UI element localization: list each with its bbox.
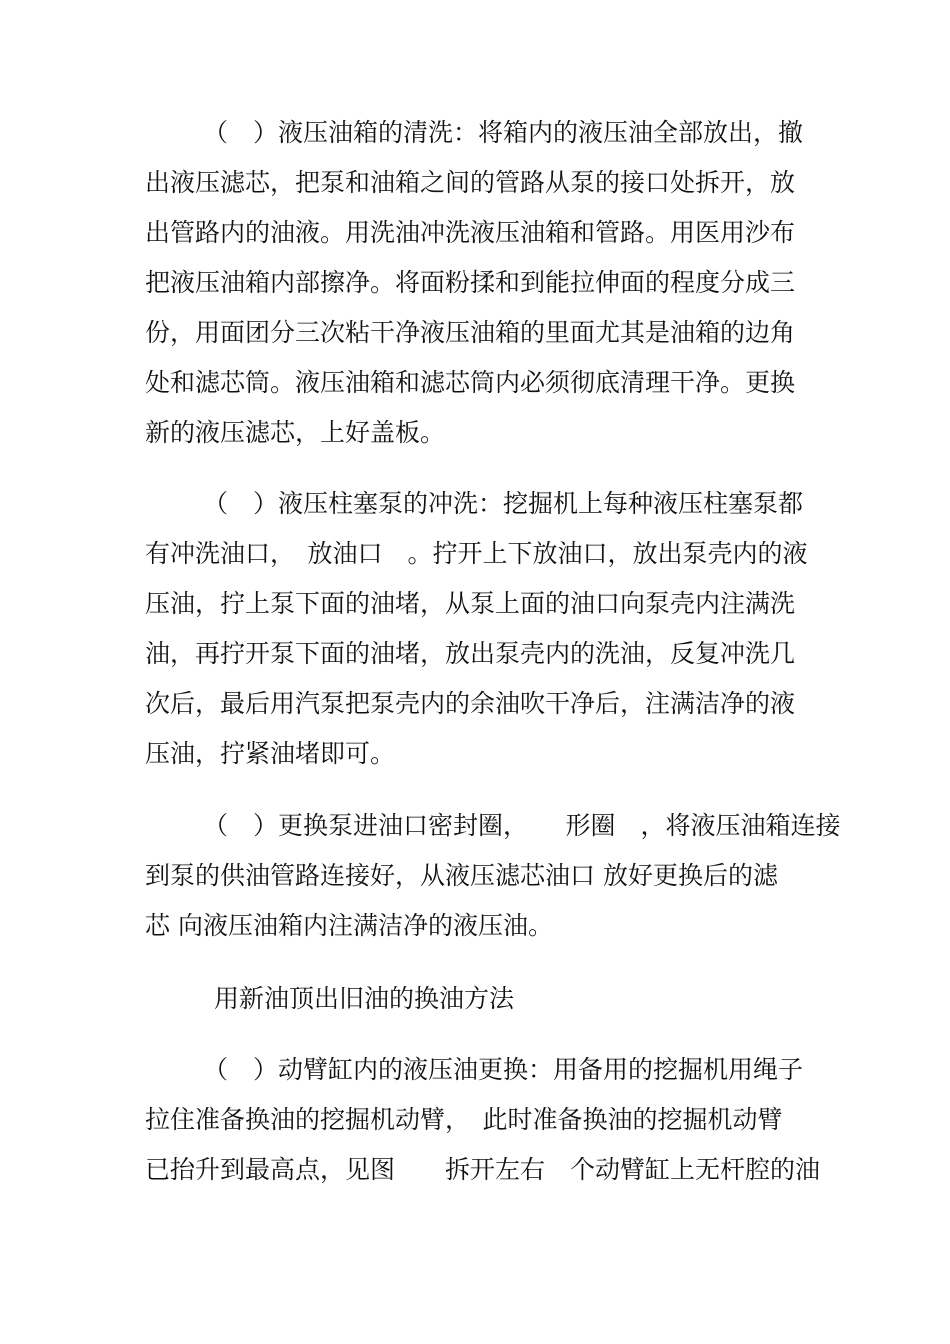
text-line: 新的液压滤芯，上好盖板。	[145, 418, 446, 447]
text-line: 芯 向液压油箱内注满洁净的液压油。	[145, 911, 553, 940]
heading-text: 用新油顶出旧油的换油方法	[214, 984, 515, 1013]
text-line: （ ）液压油箱的清洗：将箱内的液压油全部放出，撤	[203, 118, 804, 147]
text-line: （ ）更换泵进油口密封圈， 形圈 ，将液压油箱连接	[203, 811, 841, 840]
text-line: （ ）液压柱塞泵的冲洗：挖掘机上每种液压柱塞泵都	[203, 489, 804, 518]
text-line: 压油，拧上泵下面的油堵，从泵上面的油口向泵壳内注满洗	[145, 589, 796, 618]
text-line: 压油，拧紧油堵即可。	[145, 739, 396, 768]
text-line: 拉住准备换油的挖掘机动臂， 此时准备换油的挖掘机动臂	[145, 1105, 783, 1134]
text-line: 把液压油箱内部擦净。将面粉揉和到能拉伸面的程度分成三	[145, 268, 796, 297]
text-line: 有冲洗油口， 放油口 。拧开上下放油口，放出泵壳内的液	[145, 539, 808, 568]
text-line: 到泵的供油管路连接好，从液压滤芯油口 放好更换后的滤	[145, 861, 778, 890]
text-line: 油，再拧开泵下面的油堵，放出泵壳内的洗油，反复冲洗几	[145, 639, 796, 668]
text-line: （ ）动臂缸内的液压油更换：用备用的挖掘机用绳子	[203, 1055, 804, 1084]
text-line: 处和滤芯筒。液压油箱和滤芯筒内必须彻底清理干净。更换	[145, 368, 796, 397]
text-line: 出管路内的油液。用洗油冲洗液压油箱和管路。用医用沙布	[145, 218, 796, 247]
text-line: 已抬升到最高点，见图 拆开左右 个动臂缸上无杆腔的油	[145, 1155, 821, 1184]
text-line: 出液压滤芯，把泵和油箱之间的管路从泵的接口处拆开，放	[145, 168, 796, 197]
text-line: 次后，最后用汽泵把泵壳内的余油吹干净后，注满洁净的液	[145, 689, 796, 718]
text-line: 份，用面团分三次粘干净液压油箱的里面尤其是油箱的边角	[145, 318, 796, 347]
